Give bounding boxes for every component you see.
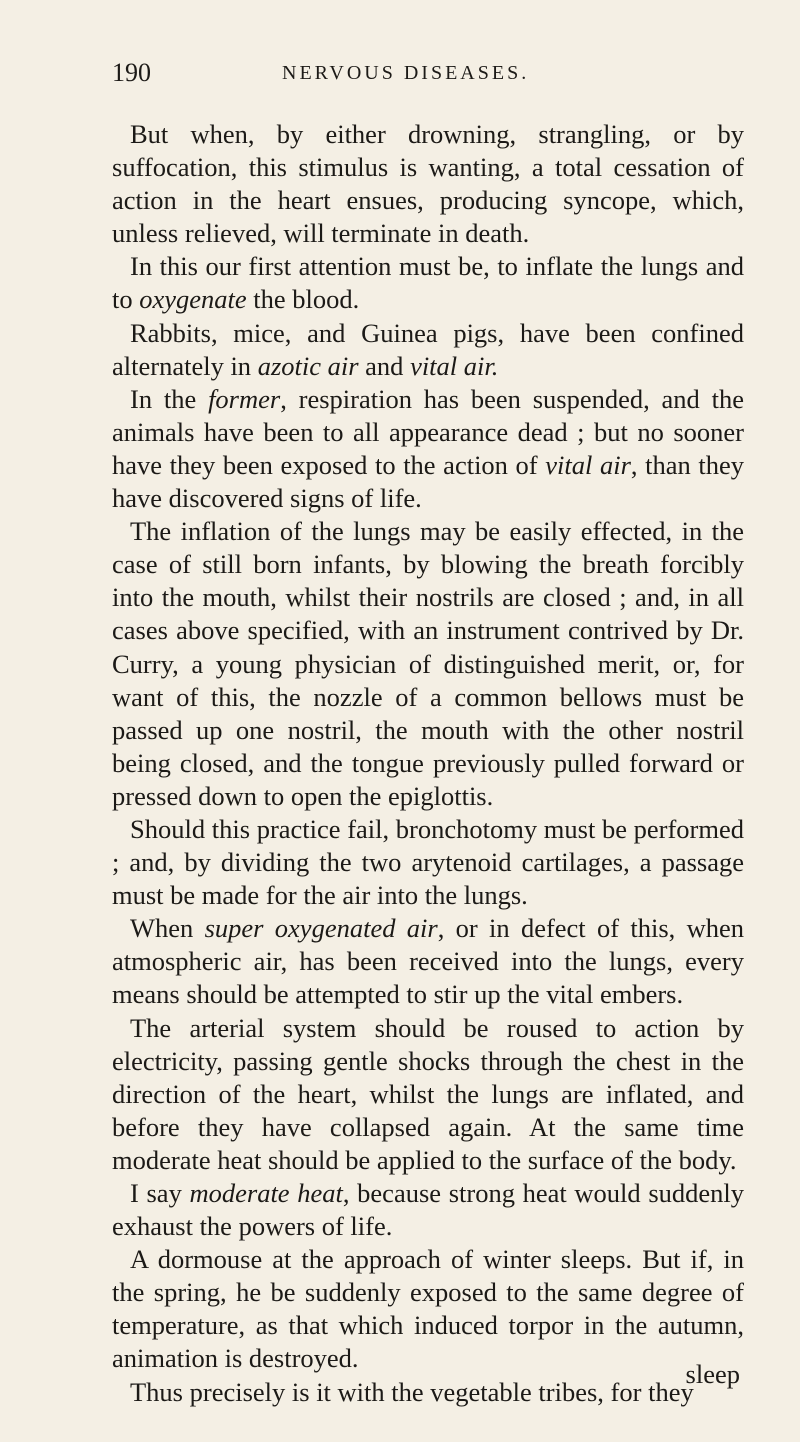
text-run: The arterial system should be roused to action by electricity, passing gentle shocks through the chest in the direction of the heart, whilst the lungs are inflated, and before they have collapsed again. At the same time moderate heat should be applied to the surface of the body. [112,1012,744,1175]
text-run: Thus precisely is it with the vegetable tribes, for they [130,1376,694,1407]
text-run: , than they have discovered signs of life. [112,449,744,514]
paragraph [112,515,744,813]
paragraph [112,317,744,383]
text-run: Should this practice fail, bronchotomy must be performed ; and, by dividing the two arytenoid cartilages, a passage must be made for the air into the lungs. [112,813,744,911]
text-run: Rabbits, mice, and Guinea pigs, have been confined alternately in [112,317,744,381]
text-run: In the [130,383,209,414]
paragraph [112,1177,744,1243]
text-run: But when, by either drowning, strangling, or by suffocation, this stimulus is wanting, a total cessation of action in the heart ensues, producing syncope, which, unless relieved, will terminate in death. [112,119,744,249]
italic-text: vital air [545,449,631,480]
text-run: In this our first attention must be, to inflate the lungs and to [112,251,744,315]
paragraph [112,118,744,250]
text-run: When [130,913,205,944]
text-run: and [358,350,411,381]
paragraph [112,250,744,316]
text-run: A dormouse at the approach of winter sleeps. But if, in the spring, he be suddenly exposed to the same degree of temperature, as that which induced torpor in the autumn, animation is destroyed. [112,1244,744,1374]
text-run: , respiration has been suspended, and the animals have been to all appearance dead ; but no sooner have they been exposed to the action of [112,383,744,480]
paragraph [112,1012,744,1177]
body-text [112,118,744,1409]
italic-text: moderate heat [189,1178,343,1208]
paragraph [112,383,744,515]
paragraph [112,813,744,912]
text-run: The inflation of the lungs may be easily effected, in the case of still born infants, by blowing the breath forcibly into the mouth, whilst their nostrils are closed ; and, in all cases above specified, with an instrument contrived by Dr. Curry, a young physician of distinguished merit, or, for want of this, the nozzle of a common bellows must be passed up one nostril, the mouth with the other nostril being closed, and the tongue previously pulled forward or pressed down to open the epiglottis. [112,516,744,811]
paragraph [112,1243,744,1375]
page-header [112,58,742,98]
italic-text: former [208,383,281,414]
running-head: NERVOUS DISEASES. [282,62,530,84]
paragraph [112,1376,744,1409]
italic-text: azotic air [257,350,359,381]
italic-text: vital air. [410,350,499,381]
paragraph [112,912,744,1011]
text-run: , or in defect of this, when atmospheric air, has been received into the lungs, every means should be attempted to stir up the vital embers. [112,913,744,1010]
text-run: the blood. [246,284,360,315]
italic-text: oxygenate [139,284,247,315]
italic-text: super oxygenated air [204,913,438,944]
catchword: sleep [685,1359,740,1389]
page-number: 190 [112,58,151,87]
text-run: I say [130,1178,190,1208]
text-run: , because strong heat would suddenly exhaust the powers of life. [112,1178,745,1242]
